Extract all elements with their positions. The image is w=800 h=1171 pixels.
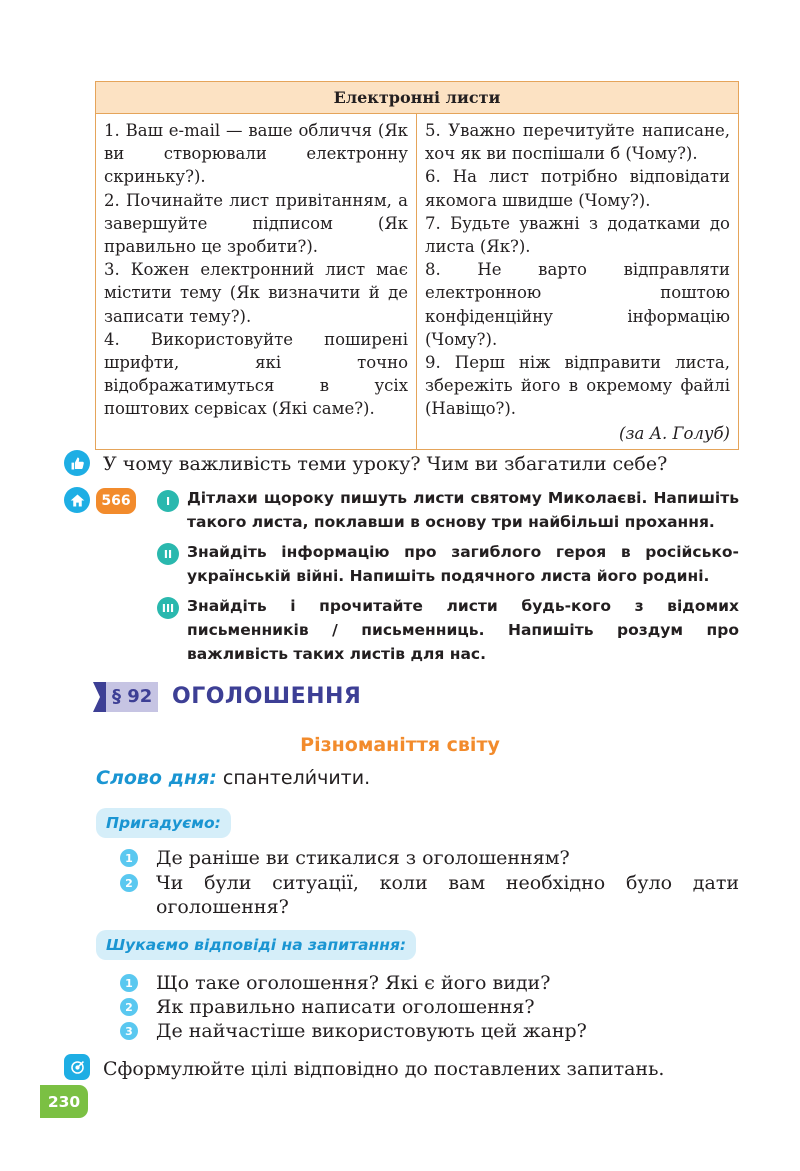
exercise-number: 566: [96, 488, 136, 514]
section-title: ОГОЛОШЕННЯ: [172, 684, 362, 709]
task-text: Знайдіть і прочитайте листи будь-кого з відомих письменників / письменниць. Напишіть роздум про важливість таких листів для нас.: [187, 597, 739, 663]
page-number: 230: [40, 1085, 88, 1118]
recall-item: Чи були ситуації, коли вам необхідно було дати оголошення?: [156, 872, 739, 918]
table-title: Електронні листи: [96, 82, 738, 114]
search-item: Де найчастіше використовують цей жанр?: [156, 1020, 587, 1042]
task-text: Дітлахи щороку пишуть листи святому Миколаєві. Напишіть такого листа, поклавши в основу три найбільші прохання.: [187, 489, 739, 531]
search-item: Що таке оголошення? Які є його види?: [156, 972, 551, 994]
reflection-question: У чому важливість теми уроку? Чим ви збагатили себе?: [103, 453, 668, 475]
search-item: Як правильно написати оголошення?: [156, 996, 535, 1018]
rule-item: 6. На лист потрібно відповідати якомога швидше (Чому?).: [425, 167, 730, 210]
section-marker-icon: [93, 682, 107, 712]
section-number: § 92: [106, 682, 158, 712]
word-of-day-label: Слово дня:: [96, 767, 217, 789]
word-of-day-word: спантели́чити.: [222, 767, 371, 789]
number-badge: 2: [120, 874, 138, 892]
task-text: Знайдіть інформацію про загиблого героя в російсько-українській війні. Напишіть подячного листа його родині.: [187, 543, 739, 585]
rule-item: 4. Використовуйте поширені шрифти, які точно відображатимуться в усіх поштових сервісах (Які саме?).: [104, 329, 408, 419]
rule-item: 7. Будьте уважні з додатками до листа (Як?).: [425, 213, 730, 257]
level-badge: III: [157, 597, 179, 619]
house-icon: [64, 487, 90, 513]
rule-item: 2. Починайте лист привітанням, а завершуйте підписом (Як правильно це зробити?).: [104, 190, 408, 257]
rule-item: 3. Кожен електронний лист має містити тему (Як визначити й де записати тему?).: [104, 260, 408, 326]
thumbs-up-icon: [64, 450, 90, 476]
number-badge: 1: [120, 849, 138, 867]
level-badge: II: [157, 543, 179, 565]
rule-item: 8. Не варто відправляти електронною поштою конфіденційну інформацію (Чому?).: [425, 260, 730, 349]
rule-item: 5. Уважно перечитуйте написане, хоч як ви поспішали б (Чому?).: [425, 121, 730, 164]
goals-instruction: Сформулюйте цілі відповідно до поставлених запитань.: [103, 1058, 665, 1080]
number-badge: 3: [120, 1022, 138, 1040]
word-of-day: [96, 766, 370, 790]
number-badge: 2: [120, 998, 138, 1016]
target-icon: [64, 1054, 90, 1080]
table-left-column: [96, 114, 417, 449]
number-badge: 1: [120, 974, 138, 992]
email-rules-table: [95, 81, 739, 450]
level-badge: I: [157, 490, 179, 512]
recall-label: Пригадуємо:: [96, 808, 231, 838]
search-label: Шукаємо відповіді на запитання:: [96, 930, 416, 960]
table-source: (за А. Голуб): [619, 423, 730, 443]
recall-item: Де раніше ви стикалися з оголошенням?: [156, 847, 570, 869]
rule-item: 9. Перш ніж відправити листа, збережіть його в окремому файлі (Навіщо?).: [425, 353, 730, 419]
subtitle: Різноманіття світу: [300, 734, 500, 756]
rule-item: 1. Ваш e-mail — ваше обличчя (Як ви створювали електронну скриньку?).: [104, 121, 408, 187]
table-right-column: [417, 114, 738, 449]
